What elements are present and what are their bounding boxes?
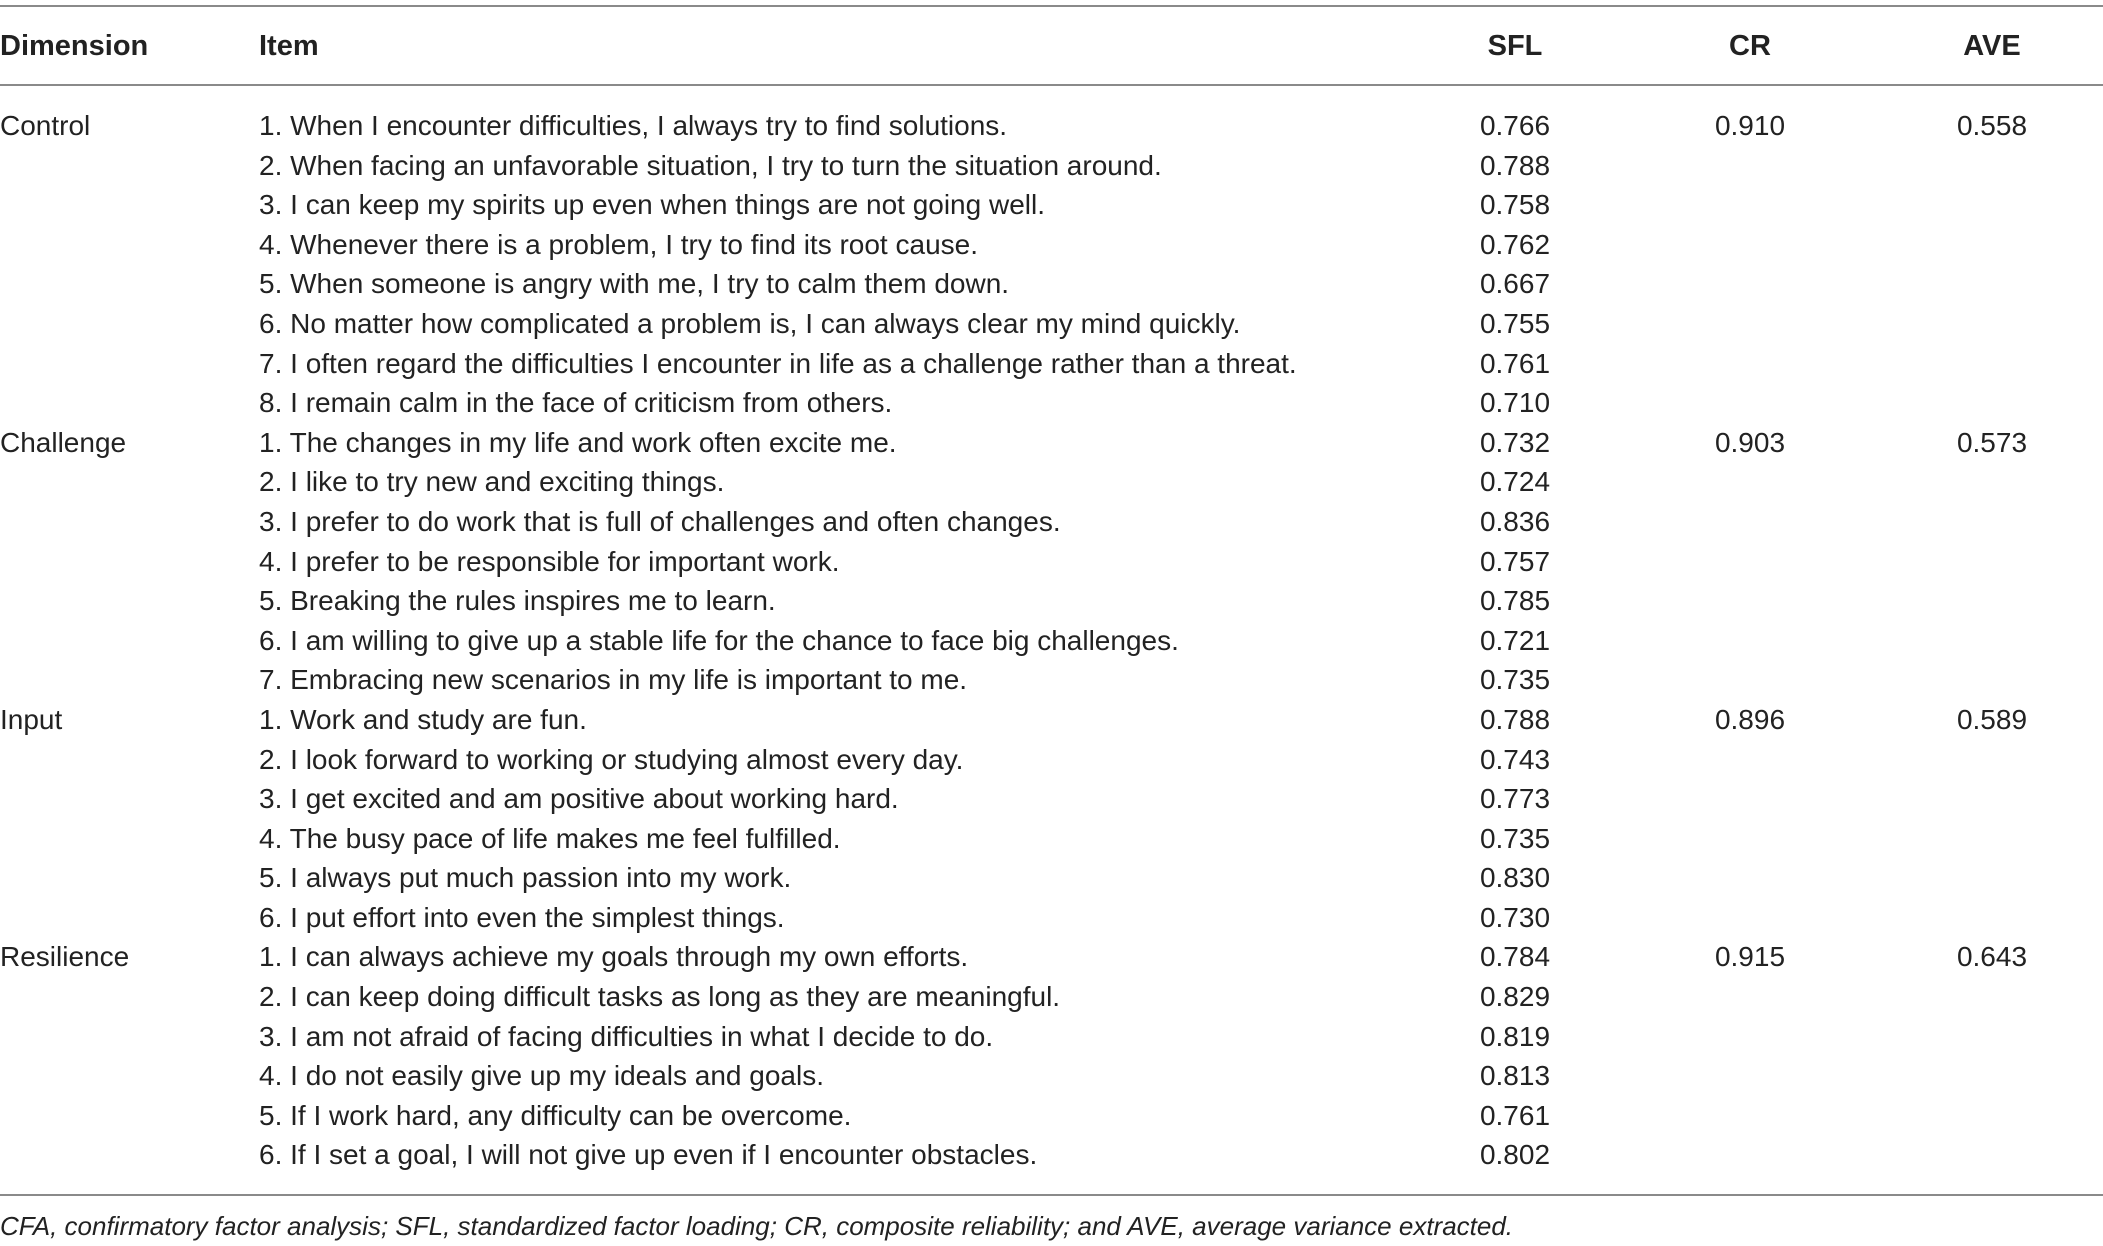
cr-cell: 0.915 <box>1714 941 1786 973</box>
item-cell: 5. I always put much passion into my work. <box>259 862 792 894</box>
ave-cell: 0.573 <box>1956 426 2028 458</box>
item-cell: 1. I can always achieve my goals through my own efforts. <box>259 941 969 973</box>
table-row <box>0 304 2103 344</box>
header-cr: CR <box>1729 30 1771 62</box>
sfl-cell: 0.784 <box>1479 941 1551 973</box>
item-cell: 1. The changes in my life and work often excite me. <box>259 426 897 458</box>
table-row <box>0 858 2103 898</box>
dimension-cell: Control <box>0 110 91 141</box>
item-cell: 2. When facing an unfavorable situation, I try to turn the situation around. <box>259 149 1162 181</box>
header-dimension: Dimension <box>0 30 149 62</box>
table-row <box>0 502 2103 542</box>
table-row <box>0 660 2103 700</box>
sfl-cell: 0.721 <box>1479 624 1551 656</box>
table-row <box>0 700 2103 740</box>
table-row <box>0 898 2103 938</box>
item-cell: 3. I am not afraid of facing difficulties in what I decide to do. <box>259 1020 994 1052</box>
header-item: Item <box>259 30 319 62</box>
item-cell: 4. Whenever there is a problem, I try to find its root cause. <box>259 228 978 260</box>
item-cell: 3. I can keep my spirits up even when things are not going well. <box>259 189 1045 221</box>
item-cell: 6. I put effort into even the simplest things. <box>259 901 785 933</box>
sfl-cell: 0.761 <box>1479 1099 1551 1131</box>
item-cell: 6. No matter how complicated a problem is, I can always clear my mind quickly. <box>259 307 1241 339</box>
item-cell: 6. If I set a goal, I will not give up even if I encounter obstacles. <box>259 1139 1038 1171</box>
sfl-cell: 0.802 <box>1479 1139 1551 1171</box>
sfl-cell: 0.730 <box>1479 901 1551 933</box>
item-cell: 8. I remain calm in the face of criticism from others. <box>259 387 893 419</box>
table-body <box>0 106 2103 1175</box>
ave-cell: 0.558 <box>1956 110 2028 141</box>
sfl-cell: 0.766 <box>1479 110 1551 141</box>
table-row <box>0 740 2103 780</box>
table-row <box>0 225 2103 265</box>
item-cell: 5. When someone is angry with me, I try to calm them down. <box>259 268 1010 300</box>
sfl-cell: 0.757 <box>1479 545 1551 577</box>
sfl-cell: 0.667 <box>1479 268 1551 300</box>
item-cell: 5. If I work hard, any difficulty can be overcome. <box>259 1099 852 1131</box>
item-cell: 4. The busy pace of life makes me feel fulfilled. <box>259 822 841 854</box>
table-footnote: CFA, confirmatory factor analysis; SFL, standardized factor loading; CR, composite reliability; and AVE, average variance extracted. <box>0 1211 1514 1241</box>
item-cell: 7. Embracing new scenarios in my life is important to me. <box>259 664 968 696</box>
table-row <box>0 462 2103 502</box>
sfl-cell: 0.755 <box>1479 307 1551 339</box>
table-row <box>0 423 2103 463</box>
sfl-cell: 0.710 <box>1479 387 1551 419</box>
table-row <box>0 1135 2103 1175</box>
dimension-cell: Input <box>0 703 63 735</box>
item-cell: 1. When I encounter difficulties, I always try to find solutions. <box>259 110 1008 141</box>
item-cell: 6. I am willing to give up a stable life for the chance to face big challenges. <box>259 624 1179 656</box>
sfl-cell: 0.724 <box>1479 466 1551 498</box>
item-cell: 5. Breaking the rules inspires me to learn. <box>259 585 776 617</box>
table-row <box>0 779 2103 819</box>
header-sfl: SFL <box>1487 30 1543 62</box>
sfl-cell: 0.758 <box>1479 189 1551 221</box>
item-cell: 3. I prefer to do work that is full of challenges and often changes. <box>259 505 1061 537</box>
sfl-cell: 0.829 <box>1479 981 1551 1013</box>
table-row <box>0 977 2103 1017</box>
table-row <box>0 185 2103 225</box>
sfl-cell: 0.813 <box>1479 1060 1551 1092</box>
item-cell: 7. I often regard the difficulties I encounter in life as a challenge rather than a threat. <box>259 347 1297 379</box>
cr-cell: 0.896 <box>1714 703 1786 735</box>
dimension-cell: Challenge <box>0 426 127 458</box>
sfl-cell: 0.830 <box>1479 862 1551 894</box>
item-cell: 4. I prefer to be responsible for important work. <box>259 545 840 577</box>
table-bottom-rule <box>0 1194 2103 1196</box>
table-row <box>0 344 2103 384</box>
item-cell: 2. I like to try new and exciting things. <box>259 466 725 498</box>
table-row <box>0 581 2103 621</box>
ave-cell: 0.643 <box>1956 941 2028 973</box>
table-row <box>0 819 2103 859</box>
table-row <box>0 106 2103 146</box>
item-cell: 4. I do not easily give up my ideals and goals. <box>259 1060 825 1092</box>
sfl-cell: 0.836 <box>1479 505 1551 537</box>
item-cell: 2. I can keep doing difficult tasks as long as they are meaningful. <box>259 981 1061 1013</box>
sfl-cell: 0.788 <box>1479 149 1551 181</box>
header-ave: AVE <box>1963 30 2021 62</box>
dimension-cell: Resilience <box>0 941 130 973</box>
table-row <box>0 383 2103 423</box>
sfl-cell: 0.761 <box>1479 347 1551 379</box>
table-row <box>0 621 2103 661</box>
table-row <box>0 264 2103 304</box>
sfl-cell: 0.819 <box>1479 1020 1551 1052</box>
sfl-cell: 0.762 <box>1479 228 1551 260</box>
header-rule <box>0 84 2103 86</box>
table-row <box>0 1017 2103 1057</box>
sfl-cell: 0.735 <box>1479 822 1551 854</box>
table-row <box>0 1056 2103 1096</box>
table-row <box>0 542 2103 582</box>
sfl-cell: 0.735 <box>1479 664 1551 696</box>
sfl-cell: 0.732 <box>1479 426 1551 458</box>
item-cell: 2. I look forward to working or studying almost every day. <box>259 743 964 775</box>
cr-cell: 0.903 <box>1714 426 1786 458</box>
sfl-cell: 0.773 <box>1479 783 1551 815</box>
table-top-rule <box>0 5 2103 7</box>
table-row <box>0 146 2103 186</box>
item-cell: 3. I get excited and am positive about working hard. <box>259 783 899 815</box>
ave-cell: 0.589 <box>1956 703 2028 735</box>
cr-cell: 0.910 <box>1714 110 1786 141</box>
sfl-cell: 0.743 <box>1479 743 1551 775</box>
item-cell: 1. Work and study are fun. <box>259 703 587 735</box>
sfl-cell: 0.788 <box>1479 703 1551 735</box>
table-row <box>0 937 2103 977</box>
sfl-cell: 0.785 <box>1479 585 1551 617</box>
table-row <box>0 1096 2103 1136</box>
